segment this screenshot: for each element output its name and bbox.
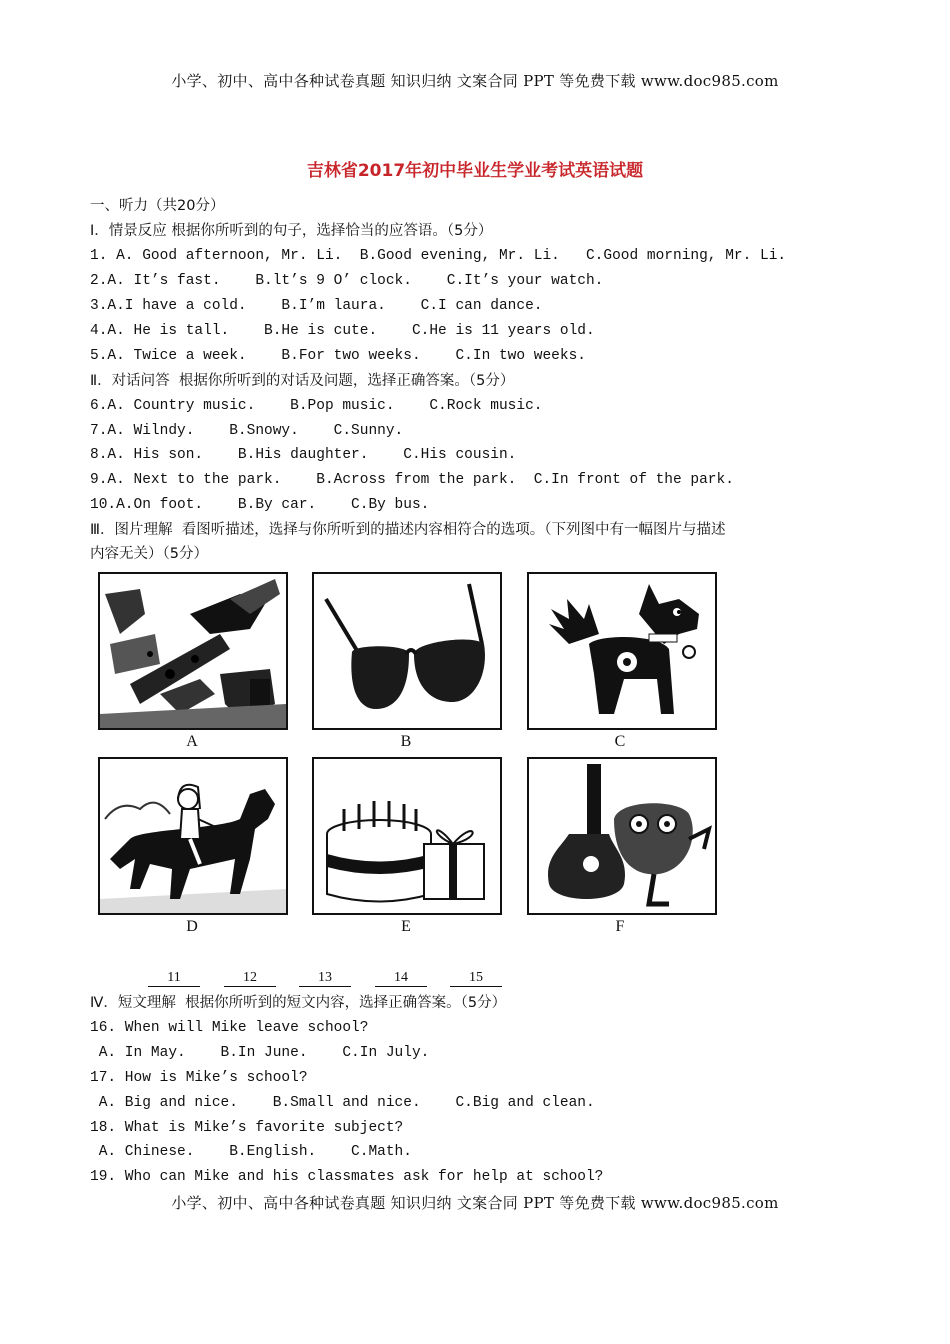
question-6: 6.A. Country music. B.Pop music. C.Rock music. bbox=[90, 398, 543, 414]
birthday-cake-icon bbox=[314, 759, 500, 913]
picture-c bbox=[527, 572, 717, 730]
question-17: 17. How is Mike’s school? bbox=[90, 1070, 308, 1086]
question-8: 8.A. His son. B.His daughter. C.His cousin. bbox=[90, 447, 517, 463]
answer-blank-15[interactable]: 15 bbox=[450, 970, 502, 987]
answer-blank-11[interactable]: 11 bbox=[148, 970, 200, 987]
sunglasses-icon bbox=[314, 574, 500, 728]
picture-a-label: A bbox=[186, 733, 198, 750]
part4-heading: Ⅳ．短文理解 根据你所听到的短文内容，选择正确答案。（5分） bbox=[90, 995, 507, 1011]
exam-title: 吉林省2017年初中毕业生学业考试英语试题 bbox=[306, 161, 644, 181]
picture-a bbox=[98, 572, 288, 730]
question-17-options: A. Big and nice. B.Small and nice. C.Big and clean. bbox=[90, 1095, 595, 1111]
picture-c-label: C bbox=[614, 733, 626, 750]
answer-blank-13[interactable]: 13 bbox=[299, 970, 351, 987]
picture-b bbox=[312, 572, 502, 730]
guitar-cat-icon bbox=[529, 759, 715, 913]
picture-d bbox=[98, 757, 288, 915]
question-1: 1. A. Good afternoon, Mr. Li. B.Good evening, Mr. Li. C.Good morning, Mr. Li. bbox=[90, 248, 787, 264]
page-footer: 小学、初中、高中各种试卷真题 知识归纳 文案合同 PPT 等免费下载 www.doc985.com bbox=[171, 1194, 779, 1212]
question-18-options: A. Chinese. B.English. C.Math. bbox=[90, 1144, 412, 1160]
section-listening: 一、听力（共20分） bbox=[90, 198, 225, 214]
earthquake-icon bbox=[100, 574, 286, 728]
picture-d-label: D bbox=[186, 918, 198, 935]
dog-icon bbox=[529, 574, 715, 728]
question-4: 4.A. He is tall. B.He is cute. C.He is 11 years old. bbox=[90, 323, 595, 339]
question-16: 16. When will Mike leave school? bbox=[90, 1020, 369, 1036]
question-16-options: A. In May. B.In June. C.In July. bbox=[90, 1045, 430, 1061]
question-3: 3.A.I have a cold. B.I’m laura. C.I can dance. bbox=[90, 298, 543, 314]
picture-e-label: E bbox=[401, 918, 411, 935]
picture-b-label: B bbox=[400, 733, 412, 750]
picture-f-label: F bbox=[615, 918, 625, 935]
part1-heading: I．情景反应 根据你所听到的句子，选择恰当的应答语。（5分） bbox=[90, 223, 493, 239]
picture-f bbox=[527, 757, 717, 915]
part2-heading: Ⅱ．对话问答 根据你所听到的对话及问题，选择正确答案。（5分） bbox=[90, 373, 515, 389]
horse-rider-icon bbox=[100, 759, 286, 913]
question-18: 18. What is Mike’s favorite subject? bbox=[90, 1120, 404, 1136]
question-2: 2.A. It’s fast. B.lt’s 9 O’ clock. C.It’s your watch. bbox=[90, 273, 604, 289]
answer-blank-12[interactable]: 12 bbox=[224, 970, 276, 987]
question-9: 9.A. Next to the park. B.Across from the park. C.In front of the park. bbox=[90, 472, 734, 488]
question-5: 5.A. Twice a week. B.For two weeks. C.In two weeks. bbox=[90, 348, 586, 364]
part3-heading-cont: 内容无关）（5分） bbox=[90, 546, 208, 562]
question-19: 19. Who can Mike and his classmates ask for help at school? bbox=[90, 1169, 604, 1185]
question-7: 7.A. Wilndy. B.Snowy. C.Sunny. bbox=[90, 423, 404, 439]
part3-heading: Ⅲ．图片理解 看图听描述，选择与你所听到的描述内容相符合的选项。（下列图中有一幅图片与描述 bbox=[90, 522, 726, 538]
page-header: 小学、初中、高中各种试卷真题 知识归纳 文案合同 PPT 等免费下载 www.doc985.com bbox=[171, 72, 779, 90]
picture-e bbox=[312, 757, 502, 915]
answer-blank-14[interactable]: 14 bbox=[375, 970, 427, 987]
question-10: 10.A.On foot. B.By car. C.By bus. bbox=[90, 497, 430, 513]
